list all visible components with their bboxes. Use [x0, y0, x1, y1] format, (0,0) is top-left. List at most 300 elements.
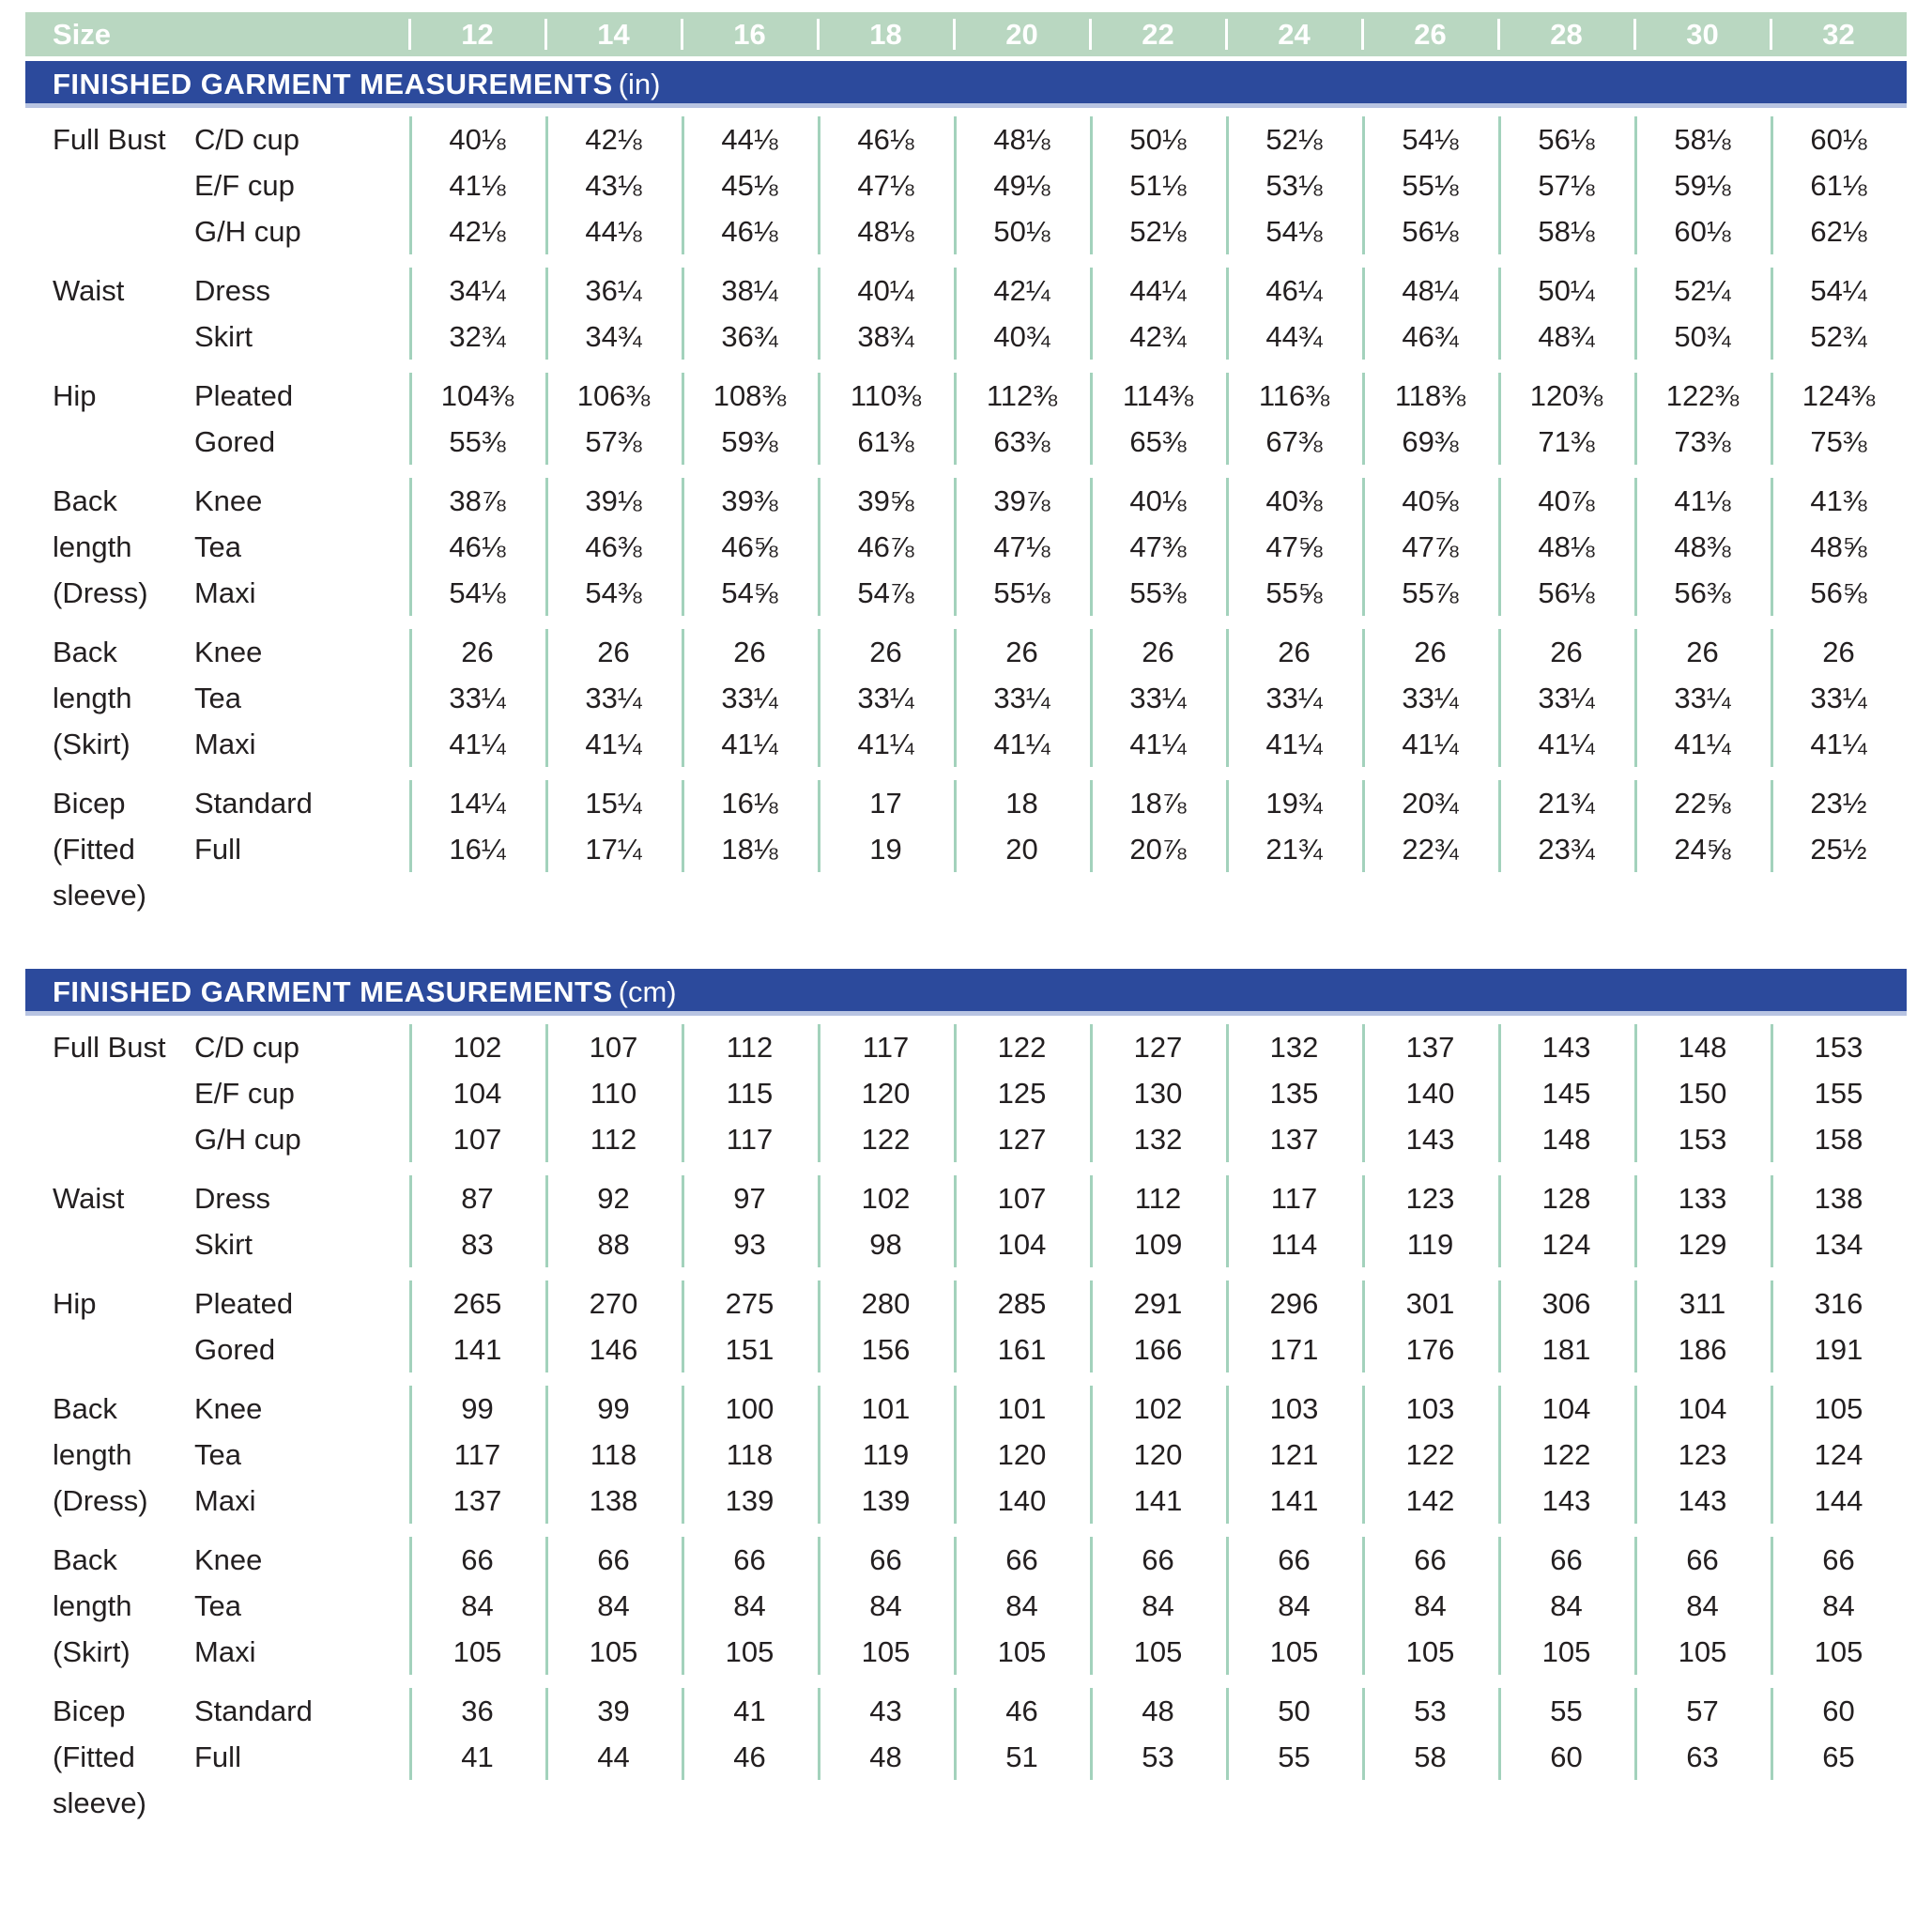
measurement-value: 41¼ — [1674, 728, 1731, 760]
section-title-bar — [25, 969, 1907, 1016]
measurement-value: 54⅛ — [449, 576, 506, 609]
size-column-header: 20 — [954, 12, 1090, 56]
category-label: (Dress) — [53, 576, 148, 609]
measurement-value: 103 — [1269, 1392, 1319, 1425]
measurement-value: 33¼ — [1402, 682, 1459, 714]
measurement-value: 15¼ — [585, 787, 642, 820]
variant-label: Knee — [194, 1543, 263, 1576]
measurement-value: 301 — [1405, 1287, 1455, 1320]
measurement-value: 120⅜ — [1529, 379, 1603, 412]
variant-label: C/D cup — [194, 123, 299, 156]
measurement-value: 39⅞ — [993, 484, 1050, 517]
measurement-value: 106⅜ — [576, 379, 651, 412]
measurement-value: 49⅛ — [993, 169, 1050, 202]
measurement-value: 132 — [1269, 1031, 1319, 1064]
measurement-value: 47⅛ — [857, 169, 914, 202]
measurement-value: 20¾ — [1402, 787, 1459, 820]
measurement-value: 171 — [1269, 1333, 1319, 1366]
measurement-value: 48⅛ — [993, 123, 1050, 156]
measurement-value: 116⅜ — [1258, 379, 1330, 412]
measurement-value — [1771, 872, 1907, 918]
measurement-value: 65⅜ — [1129, 425, 1187, 458]
measurement-value: 280 — [861, 1287, 911, 1320]
measurement-value: 55⅛ — [1402, 169, 1459, 202]
measurement-value: 50¼ — [1538, 274, 1595, 307]
measurement-value: 88 — [597, 1228, 630, 1261]
measurement-value: 146 — [589, 1333, 638, 1366]
measurement-value: 66 — [1005, 1543, 1038, 1576]
measurement-value: 32¾ — [449, 320, 506, 353]
measurement-value: 20 — [1005, 833, 1038, 866]
measurement-value: 118⅜ — [1394, 379, 1466, 412]
measurement-value: 55⅛ — [993, 576, 1050, 609]
measurement-value: 33¼ — [1265, 682, 1323, 714]
measurement-value — [1226, 872, 1362, 918]
measurement-value: 41¼ — [1402, 728, 1459, 760]
measurement-value: 97 — [733, 1182, 766, 1215]
measurement-value: 16¼ — [449, 833, 506, 866]
category-label: length — [53, 682, 132, 714]
measurement-value: 138 — [589, 1484, 638, 1517]
measurement-value: 33¼ — [993, 682, 1050, 714]
measurement-value: 148 — [1541, 1123, 1591, 1156]
category-label: Back — [53, 636, 117, 668]
measurement-value: 26 — [1550, 636, 1583, 668]
measurement-value: 181 — [1541, 1333, 1591, 1366]
measurement-value: 275 — [725, 1287, 774, 1320]
measurement-value: 60 — [1822, 1694, 1855, 1727]
size-column-header: 12 — [409, 12, 545, 56]
category-label: length — [53, 1438, 132, 1471]
measurement-value: 46⅝ — [721, 530, 778, 563]
measurement-value: 166 — [1133, 1333, 1183, 1366]
measurement-value: 33¼ — [585, 682, 642, 714]
measurement-value: 105 — [1678, 1635, 1727, 1668]
measurement-value: 84 — [1822, 1589, 1855, 1622]
category-label — [25, 314, 192, 360]
measurement-value: 117 — [726, 1123, 774, 1156]
variant-label: Knee — [194, 636, 263, 668]
measurement-value: 84 — [1414, 1589, 1447, 1622]
measurement-value: 105 — [1814, 1392, 1863, 1425]
measurement-value: 57⅜ — [585, 425, 642, 458]
measurement-value: 58⅛ — [1674, 123, 1731, 156]
measurement-value: 44¼ — [1129, 274, 1187, 307]
size-column-header: 26 — [1362, 12, 1498, 56]
measurement-value: 127 — [997, 1123, 1047, 1156]
measurement-value: 84 — [869, 1589, 902, 1622]
section-groups — [25, 108, 1907, 918]
measurement-value: 22⅝ — [1674, 787, 1731, 820]
measurement-value: 66 — [1822, 1543, 1855, 1576]
section-title: FINISHED GARMENT MEASUREMENTS — [53, 68, 613, 100]
measurement-value: 121 — [1269, 1438, 1319, 1471]
section-title-bar — [25, 61, 1907, 108]
measurement-value: 41 — [461, 1740, 494, 1773]
category-label: Back — [53, 1543, 117, 1576]
measurement-value: 52¾ — [1810, 320, 1867, 353]
measurement-value: 39⅛ — [585, 484, 642, 517]
measurement-value: 101 — [861, 1392, 911, 1425]
measurement-value: 56⅝ — [1810, 576, 1867, 609]
measurement-value: 56⅛ — [1402, 215, 1459, 248]
measurement-value: 60⅛ — [1810, 123, 1867, 156]
measurement-value: 105 — [725, 1635, 774, 1668]
measurement-value: 41⅛ — [449, 169, 506, 202]
measurement-group — [25, 1688, 1907, 1826]
measurement-value: 186 — [1678, 1333, 1727, 1366]
measurement-value: 114⅜ — [1122, 379, 1194, 412]
variant-label — [192, 872, 409, 918]
measurement-value: 153 — [1814, 1031, 1863, 1064]
measurement-value: 48⅛ — [1538, 530, 1595, 563]
measurement-value: 119 — [862, 1438, 910, 1471]
measurement-value: 306 — [1541, 1287, 1591, 1320]
measurement-value: 296 — [1269, 1287, 1319, 1320]
category-label: Back — [53, 1392, 117, 1425]
measurement-value: 53⅛ — [1265, 169, 1323, 202]
measurement-value: 133 — [1678, 1182, 1727, 1215]
measurement-value: 53 — [1414, 1694, 1447, 1727]
category-label: Bicep — [53, 1694, 126, 1727]
measurement-value: 156 — [861, 1333, 911, 1366]
variant-label: Tea — [194, 682, 241, 714]
measurement-value: 26 — [1686, 636, 1719, 668]
measurement-value: 143 — [1541, 1031, 1591, 1064]
measurement-value: 48⅛ — [857, 215, 914, 248]
measurement-value: 118 — [726, 1438, 774, 1471]
measurement-value: 104 — [1541, 1392, 1591, 1425]
measurement-value: 148 — [1678, 1031, 1727, 1064]
measurement-group — [25, 1280, 1907, 1372]
measurement-value — [409, 1780, 545, 1826]
measurement-value: 48 — [869, 1740, 902, 1773]
measurement-group — [25, 478, 1907, 616]
measurement-value: 42¼ — [993, 274, 1050, 307]
measurement-value: 58⅛ — [1538, 215, 1595, 248]
measurement-value: 46¾ — [1402, 320, 1459, 353]
category-label: (Skirt) — [53, 1635, 130, 1668]
measurement-value: 102 — [1133, 1392, 1183, 1425]
measurement-value: 130 — [1133, 1077, 1183, 1110]
measurement-value: 21¾ — [1538, 787, 1595, 820]
measurement-value: 41¼ — [1129, 728, 1187, 760]
variant-label: Tea — [194, 1438, 241, 1471]
measurement-value — [1498, 872, 1634, 918]
measurement-value: 176 — [1405, 1333, 1455, 1366]
measurement-value: 143 — [1405, 1123, 1455, 1156]
measurement-value: 316 — [1814, 1287, 1863, 1320]
measurement-value: 127 — [1133, 1031, 1183, 1064]
measurement-value: 40¼ — [857, 274, 914, 307]
measurement-value: 58 — [1414, 1740, 1447, 1773]
measurement-value: 122⅜ — [1665, 379, 1740, 412]
measurement-value: 145 — [1541, 1077, 1591, 1110]
measurement-value: 36¼ — [585, 274, 642, 307]
measurement-value: 102 — [452, 1031, 502, 1064]
measurement-value: 43⅛ — [585, 169, 642, 202]
measurement-value: 46 — [733, 1740, 766, 1773]
section-groups — [25, 1016, 1907, 1826]
measurement-value — [818, 872, 954, 918]
measurement-value: 47⅞ — [1402, 530, 1459, 563]
measurement-value: 39⅝ — [857, 484, 914, 517]
measurement-value: 18 — [1005, 787, 1038, 820]
measurement-value: 59⅛ — [1674, 169, 1731, 202]
measurement-value: 84 — [1278, 1589, 1311, 1622]
variant-label: Dress — [194, 1182, 270, 1215]
measurement-value: 19 — [869, 833, 902, 866]
measurement-value — [1090, 1780, 1226, 1826]
measurement-value: 33¼ — [1129, 682, 1187, 714]
measurement-value: 105 — [997, 1635, 1047, 1668]
measurement-value: 50 — [1278, 1694, 1311, 1727]
measurement-value: 93 — [733, 1228, 766, 1261]
variant-label: E/F cup — [194, 169, 295, 202]
measurement-value: 104 — [997, 1228, 1047, 1261]
measurement-value — [954, 872, 1090, 918]
measurement-value: 54⅛ — [1402, 123, 1459, 156]
measurement-value: 291 — [1133, 1287, 1183, 1320]
measurement-value: 112 — [590, 1123, 637, 1156]
measurement-group — [25, 373, 1907, 465]
measurement-group — [25, 1537, 1907, 1675]
variant-label: Maxi — [194, 1635, 256, 1668]
measurement-value — [409, 872, 545, 918]
measurement-value: 26 — [1278, 636, 1311, 668]
variant-label: Full — [194, 833, 241, 866]
measurement-value: 104 — [452, 1077, 502, 1110]
size-header-label: Size — [53, 18, 112, 51]
measurement-value: 84 — [733, 1589, 766, 1622]
measurement-value: 54⅝ — [721, 576, 778, 609]
measurement-value: 22¾ — [1402, 833, 1459, 866]
category-label — [25, 1116, 192, 1162]
measurement-value: 48 — [1142, 1694, 1174, 1727]
category-label — [25, 419, 192, 465]
measurement-value: 124 — [1541, 1228, 1591, 1261]
measurement-value: 56⅛ — [1538, 576, 1595, 609]
measurement-value: 34¼ — [449, 274, 506, 307]
measurement-value — [1634, 1780, 1771, 1826]
measurement-value: 75⅜ — [1810, 425, 1867, 458]
measurement-value: 41¼ — [993, 728, 1050, 760]
sections — [25, 61, 1907, 1826]
category-label: Waist — [53, 274, 125, 307]
measurement-value: 42⅛ — [449, 215, 506, 248]
measurement-value: 50⅛ — [993, 215, 1050, 248]
measurement-value: 115 — [726, 1077, 774, 1110]
measurement-value: 47⅜ — [1129, 530, 1187, 563]
measurement-value: 118 — [590, 1438, 637, 1471]
measurement-value: 62⅛ — [1810, 215, 1867, 248]
measurement-value: 38¾ — [857, 320, 914, 353]
measurement-value — [545, 1780, 682, 1826]
measurement-value: 112⅜ — [986, 379, 1058, 412]
measurement-value: 311 — [1679, 1287, 1726, 1320]
measurement-value: 105 — [1269, 1635, 1319, 1668]
size-column-header: 16 — [682, 12, 818, 56]
measurement-value: 25½ — [1810, 833, 1867, 866]
measurement-value: 120 — [1133, 1438, 1183, 1471]
measurement-value: 124⅜ — [1802, 379, 1876, 412]
measurement-value — [954, 1780, 1090, 1826]
measurement-value — [1226, 1780, 1362, 1826]
measurement-value: 19¾ — [1265, 787, 1323, 820]
measurement-value: 105 — [1541, 1635, 1591, 1668]
measurement-value: 48⅝ — [1810, 530, 1867, 563]
measurement-value: 123 — [1405, 1182, 1455, 1215]
measurement-value: 34¾ — [585, 320, 642, 353]
measurement-value: 54⅜ — [585, 576, 642, 609]
measurement-value: 54¼ — [1810, 274, 1867, 307]
measurement-value: 41¼ — [1538, 728, 1595, 760]
measurement-value: 92 — [597, 1182, 630, 1215]
variant-label: Full — [194, 1740, 241, 1773]
measurement-value: 122 — [861, 1123, 911, 1156]
measurement-value: 40¾ — [993, 320, 1050, 353]
measurement-value: 54⅞ — [857, 576, 914, 609]
category-label: Bicep — [53, 787, 126, 820]
variant-label: Knee — [194, 1392, 263, 1425]
measurement-value: 84 — [1005, 1589, 1038, 1622]
measurement-value: 59⅜ — [721, 425, 778, 458]
measurement-value: 105 — [1405, 1635, 1455, 1668]
variant-label: Tea — [194, 1589, 241, 1622]
measurement-value: 33¼ — [1810, 682, 1867, 714]
measurement-value: 120 — [997, 1438, 1047, 1471]
measurement-value: 46⅞ — [857, 530, 914, 563]
category-label — [25, 1070, 192, 1116]
measurement-value: 137 — [452, 1484, 502, 1517]
measurement-value: 112 — [726, 1031, 774, 1064]
measurement-value: 141 — [1269, 1484, 1319, 1517]
measurement-value: 40⅜ — [1265, 484, 1323, 517]
measurement-group — [25, 116, 1907, 254]
measurement-value: 122 — [1541, 1438, 1591, 1471]
variant-label: Maxi — [194, 576, 256, 609]
measurement-value: 155 — [1814, 1077, 1863, 1110]
category-label: (Fitted — [53, 833, 135, 866]
measurement-value: 150 — [1678, 1077, 1727, 1110]
measurement-value: 66 — [1278, 1543, 1311, 1576]
measurement-value: 21¾ — [1265, 833, 1323, 866]
measurement-value: 128 — [1541, 1182, 1591, 1215]
measurement-value: 67⅜ — [1265, 425, 1323, 458]
measurement-value: 60 — [1550, 1740, 1583, 1773]
category-label: (Skirt) — [53, 728, 130, 760]
measurement-value: 26 — [1822, 636, 1855, 668]
size-column-header: 28 — [1498, 12, 1634, 56]
size-column-header: 32 — [1771, 12, 1907, 56]
measurement-value: 105 — [1814, 1635, 1863, 1668]
measurement-value: 46⅛ — [857, 123, 914, 156]
measurement-value: 55⅜ — [449, 425, 506, 458]
measurement-value: 20⅞ — [1129, 833, 1187, 866]
category-label: Back — [53, 484, 117, 517]
measurement-value: 56⅛ — [1538, 123, 1595, 156]
variant-label: Pleated — [194, 379, 294, 412]
measurement-value: 50¾ — [1674, 320, 1731, 353]
measurement-value: 45⅛ — [721, 169, 778, 202]
measurement-value: 41¼ — [1265, 728, 1323, 760]
measurement-value: 84 — [461, 1589, 494, 1622]
measurement-value — [1771, 1780, 1907, 1826]
measurement-value: 52⅛ — [1129, 215, 1187, 248]
measurement-value: 46⅛ — [721, 215, 778, 248]
measurement-value: 46⅜ — [585, 530, 642, 563]
measurement-value: 84 — [1686, 1589, 1719, 1622]
measurement-value: 60⅛ — [1674, 215, 1731, 248]
measurement-value: 55⅞ — [1402, 576, 1459, 609]
measurement-value: 26 — [1414, 636, 1447, 668]
measurement-value: 66 — [597, 1543, 630, 1576]
measurement-value: 144 — [1814, 1484, 1863, 1517]
measurement-value: 63⅜ — [993, 425, 1050, 458]
measurement-value: 73⅜ — [1674, 425, 1731, 458]
measurement-value: 55⅜ — [1129, 576, 1187, 609]
measurement-value — [1362, 1780, 1498, 1826]
measurement-value: 26 — [461, 636, 494, 668]
category-label — [25, 1326, 192, 1372]
measurement-group — [25, 1024, 1907, 1162]
measurement-value: 43 — [869, 1694, 902, 1727]
measurement-value: 33¼ — [721, 682, 778, 714]
measurement-value: 122 — [1405, 1438, 1455, 1471]
size-header-bar — [25, 12, 1907, 56]
measurement-value: 191 — [1814, 1333, 1863, 1366]
measurement-value: 102 — [861, 1182, 911, 1215]
measurement-value: 105 — [452, 1635, 502, 1668]
measurement-value: 26 — [597, 636, 630, 668]
measurement-value: 18⅛ — [721, 833, 778, 866]
measurement-value: 158 — [1814, 1123, 1863, 1156]
section-title: FINISHED GARMENT MEASUREMENTS — [53, 975, 613, 1008]
measurement-section — [25, 969, 1907, 1826]
category-label: length — [53, 530, 132, 563]
measurement-value: 55 — [1278, 1740, 1311, 1773]
measurement-group — [25, 629, 1907, 767]
measurement-value: 110 — [590, 1077, 637, 1110]
variant-label: Tea — [194, 530, 241, 563]
measurement-value: 134 — [1814, 1228, 1863, 1261]
measurement-value: 105 — [589, 1635, 638, 1668]
measurement-value: 55 — [1550, 1694, 1583, 1727]
measurement-value: 46¼ — [1265, 274, 1323, 307]
measurement-value: 143 — [1541, 1484, 1591, 1517]
measurement-value: 33¼ — [449, 682, 506, 714]
measurement-value: 40⅛ — [449, 123, 506, 156]
measurement-value: 47⅛ — [993, 530, 1050, 563]
measurement-value: 119 — [1406, 1228, 1454, 1261]
measurement-value: 112 — [1134, 1182, 1182, 1215]
measurement-value: 57 — [1686, 1694, 1719, 1727]
measurement-value: 161 — [997, 1333, 1047, 1366]
measurement-value: 140 — [997, 1484, 1047, 1517]
measurement-value: 138 — [1814, 1182, 1863, 1215]
measurement-value: 26 — [1142, 636, 1174, 668]
measurement-value: 36¾ — [721, 320, 778, 353]
measurement-value: 41⅜ — [1810, 484, 1867, 517]
measurement-value: 135 — [1269, 1077, 1319, 1110]
measurement-value: 41⅛ — [1674, 484, 1731, 517]
measurement-value: 42⅛ — [585, 123, 642, 156]
category-label: sleeve) — [53, 879, 146, 912]
measurement-value: 26 — [1005, 636, 1038, 668]
measurement-value: 48⅜ — [1674, 530, 1731, 563]
size-column-header: 30 — [1634, 12, 1771, 56]
category-label: Full Bust — [53, 1031, 166, 1064]
